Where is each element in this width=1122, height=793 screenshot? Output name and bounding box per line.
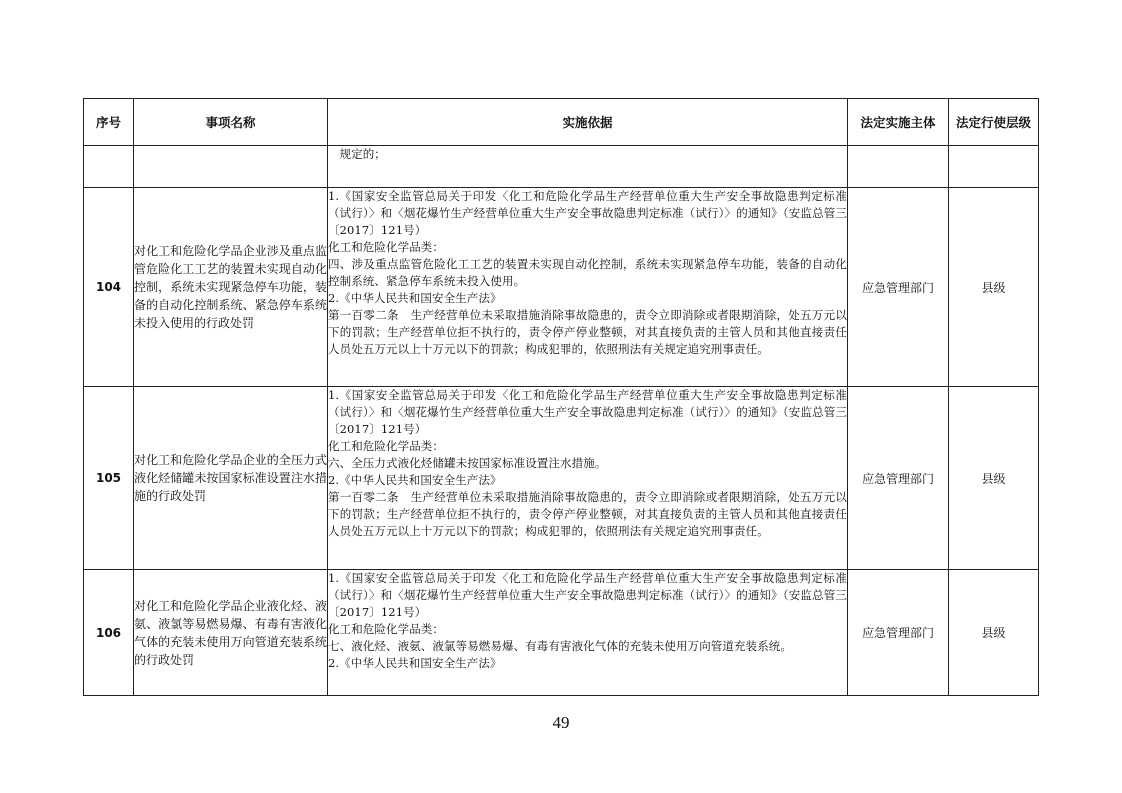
basis-line: 2.《中华人民共和国安全生产法》 (328, 473, 502, 487)
cell-no: 105 (84, 387, 134, 570)
basis-line: 六、全压力式液化烃储罐未按国家标准设置注水措施。 (328, 456, 607, 470)
table-row (84, 188, 1039, 387)
cell-subject: 应急管理部门 (848, 188, 949, 387)
cell-level (949, 146, 1039, 188)
cell-subject: 应急管理部门 (848, 570, 949, 696)
cell-name: 对化工和危险化学品企业液化烃、液氨、液氯等易燃易爆、有毒有害液化气体的充装未使用万向管道充装系统的行政处罚 (134, 570, 328, 696)
basis-line: 1.《国家安全监管总局关于印发〈化工和危险化学品生产经营单位重大生产安全事故隐患判定标准（试行）〉和〈烟花爆竹生产经营单位重大生产安全事故隐患判定标准（试行）〉的通知》（安监总管三〔2017〕121号） (328, 388, 847, 436)
cell-basis (328, 146, 848, 188)
cell-name: 对化工和危险化学品企业的全压力式液化烃储罐未按国家标准设置注水措施的行政处罚 (134, 387, 328, 570)
cell-name: 对化工和危险化学品企业涉及重点监管危险化工工艺的装置未实现自动化控制，系统未实现紧急停车功能，装备的自动化控制系统、紧急停车系统未投入使用的行政处罚 (134, 188, 328, 387)
cell-subject (848, 146, 949, 188)
basis-line: 1.《国家安全监管总局关于印发〈化工和危险化学品生产经营单位重大生产安全事故隐患判定标准（试行）〉和〈烟花爆竹生产经营单位重大生产安全事故隐患判定标准（试行）〉的通知》（安监总管三〔2017〕121号） (328, 571, 847, 619)
header-level: 法定行使层级 (949, 99, 1039, 146)
cell-level: 县级 (949, 387, 1039, 570)
header-basis: 实施依据 (328, 99, 848, 146)
table-row-continued (84, 146, 1039, 188)
basis-line: 七、液化烃、液氨、液氯等易燃易爆、有毒有害液化气体的充装未使用万向管道充装系统。 (328, 639, 792, 653)
basis-line: 四、涉及重点监管危险化工工艺的装置未实现自动化控制，系统未实现紧急停车功能，装备的自动化控制系统、紧急停车系统未投入使用。 (328, 257, 847, 288)
header-name: 事项名称 (134, 99, 328, 146)
basis-line: 2.《中华人民共和国安全生产法》 (328, 656, 502, 670)
header-no: 序号 (84, 99, 134, 146)
cell-no (84, 146, 134, 188)
cell-level: 县级 (949, 188, 1039, 387)
basis-line: 规定的； (339, 147, 386, 161)
basis-line: 第一百零二条 生产经营单位未采取措施消除事故隐患的，责令立即消除或者限期消除，处五万元以下的罚款；生产经营单位拒不执行的，责令停产停业整顿，对其直接负责的主管人员和其他直接责任人员处五万元以上十万元以下的罚款；构成犯罪的，依照刑法有关规定追究刑事责任。 (328, 490, 847, 538)
cell-subject: 应急管理部门 (848, 387, 949, 570)
table-row (84, 570, 1039, 696)
basis-line: 化工和危险化学品类： (328, 240, 444, 254)
header-subject: 法定实施主体 (848, 99, 949, 146)
cell-basis (328, 387, 848, 570)
cell-name (134, 146, 328, 188)
enforcement-items-table (83, 98, 1039, 696)
cell-no: 106 (84, 570, 134, 696)
basis-line: 2.《中华人民共和国安全生产法》 (328, 291, 502, 305)
table-row (84, 387, 1039, 570)
cell-basis (328, 570, 848, 696)
cell-basis (328, 188, 848, 387)
cell-level: 县级 (949, 570, 1039, 696)
basis-line: 化工和危险化学品类： (328, 622, 444, 636)
basis-line: 第一百零二条 生产经营单位未采取措施消除事故隐患的，责令立即消除或者限期消除，处五万元以下的罚款；生产经营单位拒不执行的，责令停产停业整顿，对其直接负责的主管人员和其他直接责任人员处五万元以上十万元以下的罚款；构成犯罪的，依照刑法有关规定追究刑事责任。 (328, 308, 847, 356)
table-header-row (84, 99, 1039, 146)
cell-no: 104 (84, 188, 134, 387)
page-number: 49 (552, 713, 570, 732)
basis-line: 1.《国家安全监管总局关于印发〈化工和危险化学品生产经营单位重大生产安全事故隐患判定标准（试行）〉和〈烟花爆竹生产经营单位重大生产安全事故隐患判定标准（试行）〉的通知》（安监总管三〔2017〕121号） (328, 189, 847, 237)
basis-line: 化工和危险化学品类： (328, 439, 444, 453)
